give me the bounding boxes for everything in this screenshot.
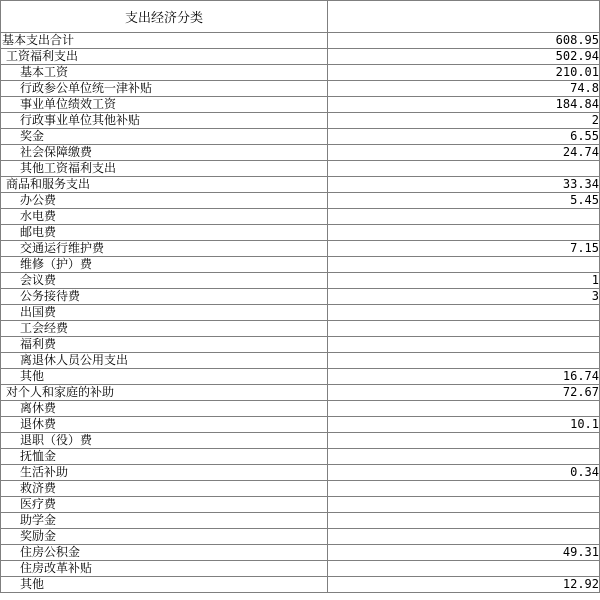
- amount-cell: [328, 497, 600, 513]
- category-name-cell: 基本支出合计: [1, 33, 328, 49]
- table-body: [1, 33, 600, 593]
- amount-cell: [328, 337, 600, 353]
- category-name-cell: 商品和服务支出: [1, 177, 328, 193]
- category-name-cell: 工资福利支出: [1, 49, 328, 65]
- amount-cell: [328, 353, 600, 369]
- table-row: [1, 321, 600, 337]
- table-row: [1, 513, 600, 529]
- amount-cell: [328, 321, 600, 337]
- amount-cell: [328, 225, 600, 241]
- amount-cell: [328, 529, 600, 545]
- amount-cell: 6.55: [328, 129, 600, 145]
- amount-cell: 10.1: [328, 417, 600, 433]
- category-name-cell: 邮电费: [1, 225, 328, 241]
- category-name-cell: 离休费: [1, 401, 328, 417]
- category-name-cell: 奖金: [1, 129, 328, 145]
- amount-cell: 72.67: [328, 385, 600, 401]
- category-name-cell: 行政事业单位其他补贴: [1, 113, 328, 129]
- category-name-cell: 公务接待费: [1, 289, 328, 305]
- category-name-cell: 办公费: [1, 193, 328, 209]
- category-name-cell: 抚恤金: [1, 449, 328, 465]
- category-name-cell: 离退休人员公用支出: [1, 353, 328, 369]
- table-row: [1, 193, 600, 209]
- amount-cell: 502.94: [328, 49, 600, 65]
- table-row: [1, 209, 600, 225]
- table-row: [1, 177, 600, 193]
- category-name-cell: 出国费: [1, 305, 328, 321]
- category-name-cell: 对个人和家庭的补助: [1, 385, 328, 401]
- amount-cell: 1: [328, 273, 600, 289]
- amount-cell: 16.74: [328, 369, 600, 385]
- table-row: [1, 561, 600, 577]
- category-name-cell: 工会经费: [1, 321, 328, 337]
- category-name-cell: 退职（役）费: [1, 433, 328, 449]
- table-row: [1, 145, 600, 161]
- category-name-cell: 医疗费: [1, 497, 328, 513]
- amount-cell: 24.74: [328, 145, 600, 161]
- amount-cell: [328, 481, 600, 497]
- category-name-cell: 住房改革补贴: [1, 561, 328, 577]
- category-name-cell: 会议费: [1, 273, 328, 289]
- category-name-cell: 奖励金: [1, 529, 328, 545]
- category-name-cell: 水电费: [1, 209, 328, 225]
- category-name-cell: 行政参公单位统一津补贴: [1, 81, 328, 97]
- table-row: [1, 129, 600, 145]
- amount-cell: [328, 449, 600, 465]
- value-column-header: [328, 1, 600, 33]
- amount-cell: 49.31: [328, 545, 600, 561]
- table-row: [1, 401, 600, 417]
- amount-cell: 5.45: [328, 193, 600, 209]
- amount-cell: 33.34: [328, 177, 600, 193]
- amount-cell: [328, 513, 600, 529]
- table-row: [1, 113, 600, 129]
- header-row: [1, 1, 600, 33]
- table-row: [1, 497, 600, 513]
- table-row: [1, 481, 600, 497]
- amount-cell: 0.34: [328, 465, 600, 481]
- table-row: [1, 225, 600, 241]
- table-row: [1, 369, 600, 385]
- category-name-cell: 退休费: [1, 417, 328, 433]
- amount-cell: [328, 257, 600, 273]
- category-column-header: 支出经济分类: [1, 1, 328, 33]
- amount-cell: [328, 433, 600, 449]
- category-name-cell: 事业单位绩效工资: [1, 97, 328, 113]
- amount-cell: [328, 209, 600, 225]
- table-row: [1, 161, 600, 177]
- amount-cell: 74.8: [328, 81, 600, 97]
- amount-cell: [328, 305, 600, 321]
- table-row: [1, 577, 600, 593]
- amount-cell: [328, 401, 600, 417]
- amount-cell: 184.84: [328, 97, 600, 113]
- table-row: [1, 465, 600, 481]
- table-row: [1, 273, 600, 289]
- table-row: [1, 385, 600, 401]
- table-row: [1, 449, 600, 465]
- table-row: [1, 97, 600, 113]
- category-name-cell: 其他: [1, 369, 328, 385]
- table-row: [1, 433, 600, 449]
- table-row: [1, 33, 600, 49]
- table-row: [1, 49, 600, 65]
- amount-cell: 2: [328, 113, 600, 129]
- table-row: [1, 81, 600, 97]
- table-row: [1, 545, 600, 561]
- amount-cell: 608.95: [328, 33, 600, 49]
- category-name-cell: 福利费: [1, 337, 328, 353]
- table-row: [1, 241, 600, 257]
- table-row: [1, 257, 600, 273]
- table-row: [1, 529, 600, 545]
- table-row: [1, 289, 600, 305]
- category-name-cell: 其他: [1, 577, 328, 593]
- category-name-cell: 社会保障缴费: [1, 145, 328, 161]
- category-name-cell: 交通运行维护费: [1, 241, 328, 257]
- amount-cell: 210.01: [328, 65, 600, 81]
- amount-cell: [328, 161, 600, 177]
- category-name-cell: 生活补助: [1, 465, 328, 481]
- category-name-cell: 其他工资福利支出: [1, 161, 328, 177]
- amount-cell: 12.92: [328, 577, 600, 593]
- category-name-cell: 助学金: [1, 513, 328, 529]
- table-row: [1, 417, 600, 433]
- amount-cell: 3: [328, 289, 600, 305]
- category-name-cell: 救济费: [1, 481, 328, 497]
- amount-cell: [328, 561, 600, 577]
- table-row: [1, 353, 600, 369]
- category-name-cell: 基本工资: [1, 65, 328, 81]
- table-row: [1, 337, 600, 353]
- table-row: [1, 65, 600, 81]
- table-row: [1, 305, 600, 321]
- category-name-cell: 维修（护）费: [1, 257, 328, 273]
- amount-cell: 7.15: [328, 241, 600, 257]
- category-name-cell: 住房公积金: [1, 545, 328, 561]
